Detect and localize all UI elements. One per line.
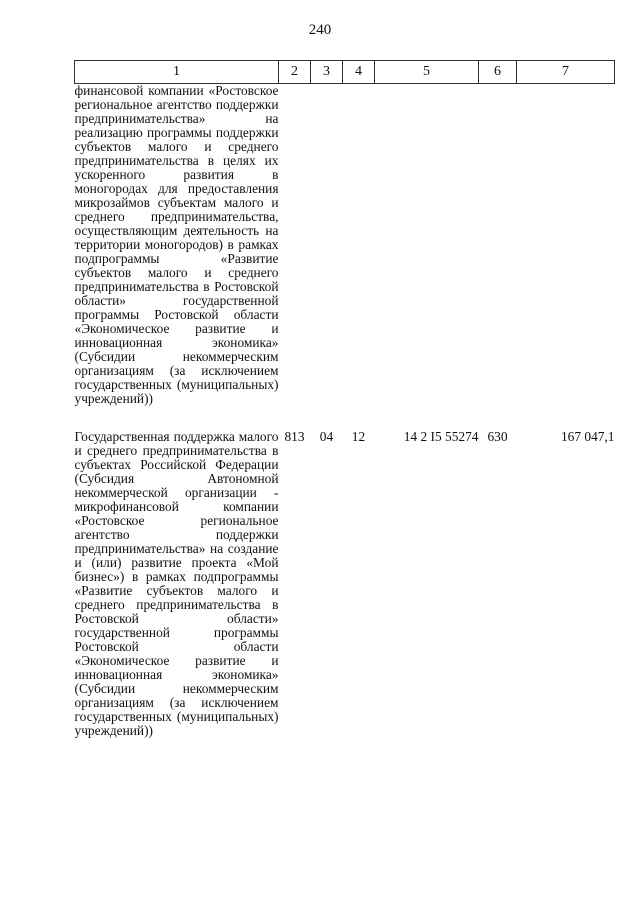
row-ministry-code	[279, 84, 311, 431]
budget-table	[74, 60, 615, 738]
column-header-5: 5	[375, 61, 479, 84]
column-header-3: 3	[311, 61, 343, 84]
row-target-article	[375, 84, 479, 431]
column-header-1: 1	[75, 61, 279, 84]
column-header-6: 6	[479, 61, 517, 84]
column-header-4: 4	[343, 61, 375, 84]
row-section-code	[311, 84, 343, 431]
row-description: Государственная поддержка малого и среднего предпринимательства в субъектах Российской Федерации (Субсидия Автономной некоммерческой организации - микрофинансовой компании «Ростовское региональное агентство поддержки предпринимательства» на создание и (или) развитие проекта «Мой бизнес») в рамках подпрограммы «Развитие субъектов малого и среднего предпринимательства в Ростовской области» государственной программы Ростовской области «Экономическое развитие и инновационная экономика» (Субсидии некоммерческим организациям (за исключением государственных (муниципальных) учреждений))	[74, 429, 279, 738]
table-row	[75, 84, 615, 431]
row-amount: 167 047,1	[560, 429, 615, 444]
row-amount	[517, 84, 615, 431]
column-header-2: 2	[279, 61, 311, 84]
row-subsection-code	[343, 84, 375, 431]
row-section-code: 04	[319, 429, 334, 444]
column-number-row	[75, 61, 615, 84]
row-description: финансовой компании «Ростовское региональное агентство поддержки предпринимательства» на реализацию программы поддержки субъектов малого и среднего предпринимательства в целях их ускоренного развития в моногородах для предоставления микрозаймов субъектам малого и среднего предпринимательства, осуществляющим деятельность на территории моногородов) в рамках подпрограммы «Развитие субъектов малого и среднего предпринимательства в Ростовской области» государственной программы Ростовской области «Экономическое развитие и инновационная экономика» (Субсидии некоммерческим организациям (за исключением государственных (муниципальных) учреждений))	[74, 83, 279, 406]
row-subsection-code: 12	[351, 429, 366, 444]
table-row	[75, 430, 615, 738]
page-number: 240	[308, 22, 332, 38]
row-target-article: 14 2 I5 55274	[403, 429, 479, 444]
column-header-7: 7	[517, 61, 615, 84]
row-expense-type	[479, 84, 517, 431]
row-ministry-code: 813	[284, 429, 305, 444]
row-expense-type: 630	[487, 429, 508, 444]
